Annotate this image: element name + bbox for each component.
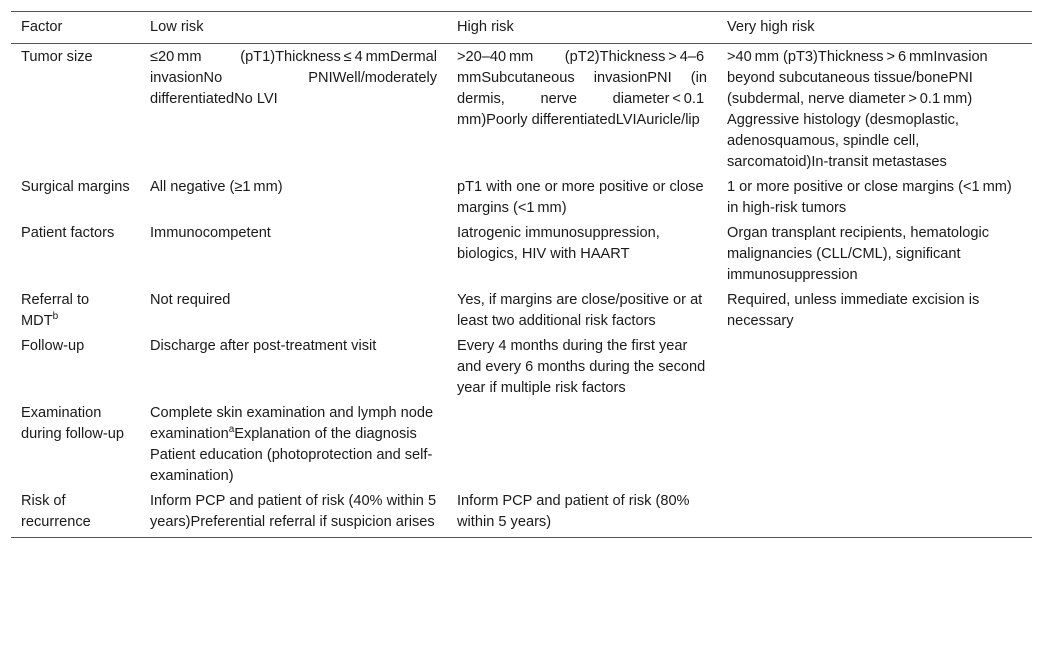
low-risk-cell: Inform PCP and patient of risk (40% within 5 years)Preferential referral if suspicion arises <box>150 493 437 530</box>
table-row <box>11 488 1032 538</box>
risk-table-container <box>11 11 1032 538</box>
high-risk-cell: Inform PCP and patient of risk (80% within 5 years) <box>457 493 690 530</box>
low-risk-text: Explanation of the diagnosis Patient education (photoprotection and self-examination) <box>150 426 433 484</box>
header-high-risk: High risk <box>457 19 514 35</box>
footnote-marker: a <box>228 424 235 436</box>
high-risk-cell: Yes, if margins are close/positive or at least two additional risk factors <box>457 292 703 329</box>
high-risk-cell: Every 4 months during the first year and every 6 months during the second year if multiple risk factors <box>457 338 706 396</box>
high-risk-cell <box>447 400 717 488</box>
factor-cell: Examination during follow-up <box>21 405 125 442</box>
table-row <box>11 220 1032 287</box>
low-risk-cell: Immunocompetent <box>150 225 271 241</box>
low-risk-cell <box>140 400 447 488</box>
header-low-risk: Low risk <box>150 19 204 35</box>
table-row <box>11 400 1032 488</box>
very-high-risk-cell <box>717 488 1032 538</box>
factor-cell: Patient factors <box>21 225 115 241</box>
low-risk-text: Complete skin examination and lymph node examination <box>150 405 434 442</box>
table-header <box>11 12 1032 44</box>
low-risk-cell: Not required <box>150 292 231 308</box>
low-risk-cell: ≤20 mm (pT1)Thickness ≤ 4 mmDermal invasionNo PNIWell/moderately differentiatedNo LVI <box>150 49 437 107</box>
high-risk-cell: Iatrogenic immunosuppression, biologics, HIV with HAART <box>457 225 660 262</box>
factor-cell: Follow-up <box>21 338 85 354</box>
header-factor: Factor <box>21 19 63 35</box>
very-high-risk-cell <box>717 333 1032 400</box>
low-risk-cell: All negative (≥1 mm) <box>150 179 283 195</box>
high-risk-cell: pT1 with one or more positive or close margins (<1 mm) <box>457 179 704 216</box>
factor-cell: Risk of recurrence <box>21 493 91 530</box>
table-row <box>11 44 1032 175</box>
very-high-risk-cell: Required, unless immediate excision is necessary <box>727 292 980 329</box>
very-high-risk-cell: >40 mm (pT3)Thickness > 6 mmInvasion beyond subcutaneous tissue/bonePNI (subdermal, nerve diameter > 0.1 mm) Aggressive histology (desmoplastic, adenosquamous, spindle cell, sarcomatoid)In-transit metastases <box>727 49 988 170</box>
factor-cell: Surgical margins <box>21 179 130 195</box>
risk-stratification-table <box>11 11 1032 538</box>
footnote-marker: b <box>52 311 59 323</box>
factor-text: Referral to MDT <box>21 292 90 329</box>
header-very-high-risk: Very high risk <box>727 19 815 35</box>
factor-cell <box>11 287 140 333</box>
factor-cell: Tumor size <box>21 49 93 65</box>
very-high-risk-cell: 1 or more positive or close margins (<1 mm) in high-risk tumors <box>727 179 1012 216</box>
low-risk-cell: Discharge after post-treatment visit <box>150 338 377 354</box>
table-row <box>11 174 1032 220</box>
table-row <box>11 287 1032 333</box>
table-body <box>11 44 1032 538</box>
very-high-risk-cell: Organ transplant recipients, hematologic malignancies (CLL/CML), significant immunosuppression <box>727 225 990 283</box>
high-risk-cell: >20–40 mm (pT2)Thickness > 4–6 mmSubcutaneous invasionPNI (in dermis, nerve diameter < 0.1 mm)Poorly differentiatedLVIAuricle/lip <box>457 49 707 128</box>
table-row <box>11 333 1032 400</box>
header-row <box>11 12 1032 44</box>
very-high-risk-cell <box>717 400 1032 488</box>
